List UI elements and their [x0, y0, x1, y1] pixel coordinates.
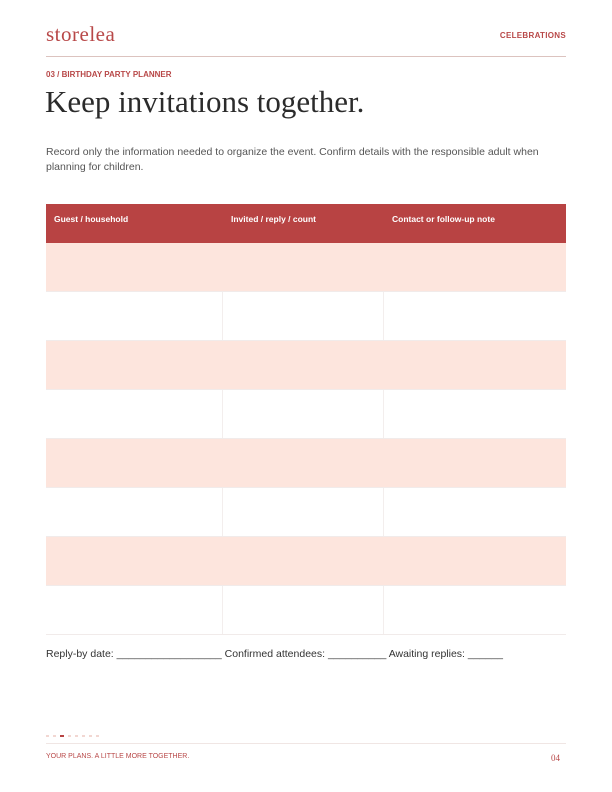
- table-cell[interactable]: [223, 439, 384, 487]
- table-cell[interactable]: [223, 292, 384, 340]
- table-cell[interactable]: [46, 243, 223, 291]
- guest-table: [46, 204, 566, 635]
- intro-text: Record only the information needed to organize the event. Confirm details with the responsible adult when planning for children.: [46, 146, 539, 173]
- brand-logo: storelea: [46, 22, 116, 46]
- table-cell[interactable]: [384, 488, 566, 536]
- table-row: [46, 537, 566, 586]
- column-header-contact: Contact or follow-up note: [392, 214, 495, 224]
- table-row: [46, 292, 566, 341]
- table-cell[interactable]: [223, 586, 384, 634]
- summary-line: Reply-by date: __________________ Confirmed attendees: __________ Awaiting replies: ______: [46, 648, 503, 660]
- table-header: [46, 204, 566, 243]
- table-cell[interactable]: [46, 292, 223, 340]
- section-label: CELEBRATIONS: [499, 31, 566, 40]
- table-row: [46, 586, 566, 635]
- table-cell[interactable]: [223, 488, 384, 536]
- page-indicator: [46, 735, 99, 737]
- page-dot: [96, 735, 99, 737]
- header-divider: [46, 56, 566, 57]
- page-number: 04: [551, 753, 560, 763]
- eyebrow-label: 03 / BIRTHDAY PARTY PLANNER: [46, 70, 172, 79]
- table-cell[interactable]: [384, 243, 566, 291]
- table-cell[interactable]: [46, 341, 223, 389]
- table-cell[interactable]: [46, 586, 223, 634]
- table-row: [46, 243, 566, 292]
- table-cell[interactable]: [384, 390, 566, 438]
- table-cell[interactable]: [46, 488, 223, 536]
- table-row: [46, 439, 566, 488]
- table-row: [46, 341, 566, 390]
- page-dot-active: [60, 735, 64, 737]
- table-cell[interactable]: [223, 243, 384, 291]
- page-dot: [82, 735, 85, 737]
- page-dot: [53, 735, 56, 737]
- table-cell[interactable]: [46, 537, 223, 585]
- table-cell[interactable]: [384, 439, 566, 487]
- table-cell[interactable]: [384, 341, 566, 389]
- table-row: [46, 488, 566, 537]
- table-cell[interactable]: [223, 341, 384, 389]
- table-cell[interactable]: [223, 537, 384, 585]
- table-cell[interactable]: [223, 390, 384, 438]
- column-header-guest: Guest / household: [54, 214, 129, 224]
- page-dot: [75, 735, 78, 737]
- table-cell[interactable]: [384, 292, 566, 340]
- footer-divider: [46, 743, 566, 744]
- table-cell[interactable]: [46, 439, 223, 487]
- table-cell[interactable]: [384, 537, 566, 585]
- footer-tagline: YOUR PLANS. A LITTLE MORE TOGETHER.: [46, 753, 190, 760]
- page-dot: [89, 735, 92, 737]
- table-cell[interactable]: [384, 586, 566, 634]
- column-header-reply: Invited / reply / count: [231, 214, 317, 224]
- page-title: Keep invitations together.: [45, 84, 365, 119]
- table-row: [46, 390, 566, 439]
- page-dot: [46, 735, 49, 737]
- page-dot: [68, 735, 71, 737]
- table-cell[interactable]: [46, 390, 223, 438]
